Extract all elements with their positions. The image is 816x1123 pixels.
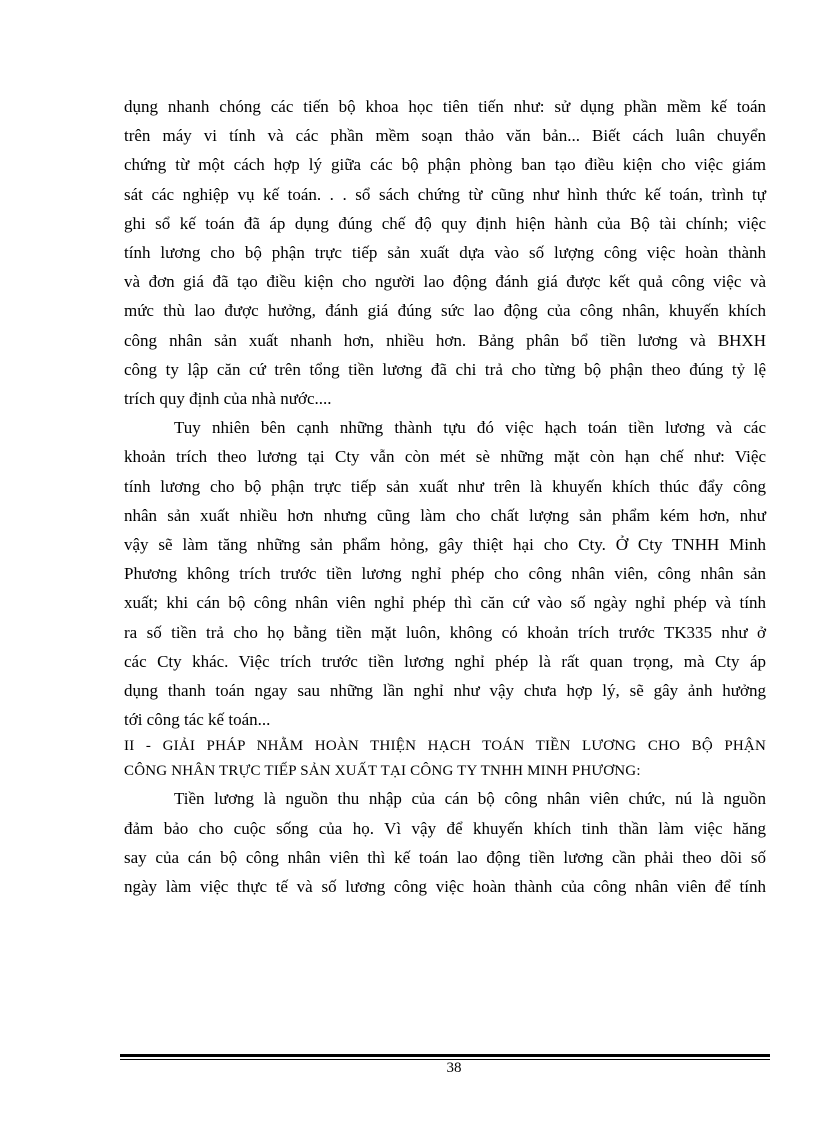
text-line: mức thù lao được hưởng, đánh giá đúng sức lao động của công nhân, khuyến khích bbox=[124, 301, 766, 321]
text-line: trích quy định của nhà nước.... bbox=[124, 389, 332, 409]
text-line: Phương không trích trước tiền lương nghỉ phép cho công nhân viên, công nhân sản bbox=[124, 564, 766, 584]
text-line: ghi sổ kế toán đã áp dụng đúng chế độ quy định hiện hành của Bộ tài chính; việc bbox=[124, 213, 766, 233]
section-heading bbox=[124, 734, 766, 784]
text-line: tới công tác kế toán... bbox=[124, 710, 271, 730]
heading-line: CÔNG NHÂN TRỰC TIẾP SẢN XUẤT TẠI CÔNG TY TNHH MINH PHƯƠNG: bbox=[124, 763, 641, 780]
paragraph-strengths bbox=[124, 92, 766, 413]
text-line: vậy sẽ làm tăng những sản phẩm hỏng, gây thiệt hại cho Cty. Ở Cty TNHH Minh bbox=[124, 535, 766, 555]
footer-divider bbox=[120, 1054, 770, 1057]
text-line: dụng nhanh chóng các tiến bộ khoa học tiên tiến như: sử dụng phần mềm kế toán bbox=[124, 97, 766, 116]
text-line: và đơn giá đã tạo điều kiện cho người lao động đánh giá được kết quả công việc và bbox=[124, 272, 766, 292]
text-line: ra số tiền trả cho họ bằng tiền mặt luôn, không có khoản trích trước TK335 như ở bbox=[124, 622, 766, 642]
paragraph-solutions bbox=[124, 784, 766, 901]
text-line: tính lương cho bộ phận trực tiếp sản xuất như trên là khuyến khích thúc đẩy công bbox=[124, 476, 766, 496]
text-line: chứng từ một cách hợp lý giữa các bộ phận phòng ban tạo điều kiện cho việc giám bbox=[124, 155, 766, 175]
text-line: nhân sản xuất nhiều hơn nhưng cũng làm cho chất lượng sản phẩm kém hơn, như bbox=[124, 505, 766, 525]
text-line: Tiền lương là nguồn thu nhập của cán bộ công nhân viên chức, nú là nguồn bbox=[174, 789, 766, 809]
text-line: xuất; khi cán bộ công nhân viên nghỉ phép thì căn cứ vào số ngày nghỉ phép và tính bbox=[124, 593, 766, 613]
heading-line: II - GIẢI PHÁP NHẰM HOÀN THIỆN HẠCH TOÁN TIỀN LƯƠNG CHO BỘ PHẬN bbox=[124, 738, 766, 755]
text-line: các Cty khác. Việc trích trước tiền lương nghỉ phép là rất quan trọng, mà Cty áp bbox=[124, 651, 766, 671]
text-line: Tuy nhiên bên cạnh những thành tựu đó việc hạch toán tiền lương và các bbox=[174, 418, 766, 438]
text-line: sát các nghiệp vụ kế toán. . . sổ sách chứng từ cũng như hình thức kế toán, trình tự bbox=[124, 184, 766, 204]
page-number: 38 bbox=[446, 1060, 462, 1076]
text-line: trên máy vi tính và các phần mềm soạn thảo văn bản... Biết cách luân chuyển bbox=[124, 126, 766, 146]
paragraph-limitations bbox=[124, 413, 766, 734]
text-line: khoản trích theo lương tại Cty vẫn còn mét sè những mặt còn hạn chế như: Việc bbox=[124, 447, 766, 467]
body-text bbox=[124, 92, 766, 901]
text-line: công nhân sản xuất nhanh hơn, nhiều hơn. Bảng phân bổ tiền lương và BHXH bbox=[124, 330, 766, 350]
text-line: tính lương cho bộ phận trực tiếp sản xuất dựa vào số lượng công việc hoàn thành bbox=[124, 243, 766, 263]
text-line: đảm bảo cho cuộc sống của họ. Vì vậy để khuyến khích tinh thần làm việc hăng bbox=[124, 818, 766, 838]
text-line: ngày làm việc thực tế và số lương công việc hoàn thành của công nhân viên để tính bbox=[124, 877, 766, 897]
text-line: công ty lập căn cứ trên tổng tiền lương đã chi trả cho từng bộ phận theo đúng tỷ lệ bbox=[124, 359, 766, 379]
text-line: dụng thanh toán ngay sau những lần nghỉ như vậy chưa hợp lý, sẽ gây ảnh hưởng bbox=[124, 681, 766, 701]
text-line: say của cán bộ công nhân viên thì kế toán lao động tiền lương cần phải theo dõi số bbox=[124, 847, 766, 867]
